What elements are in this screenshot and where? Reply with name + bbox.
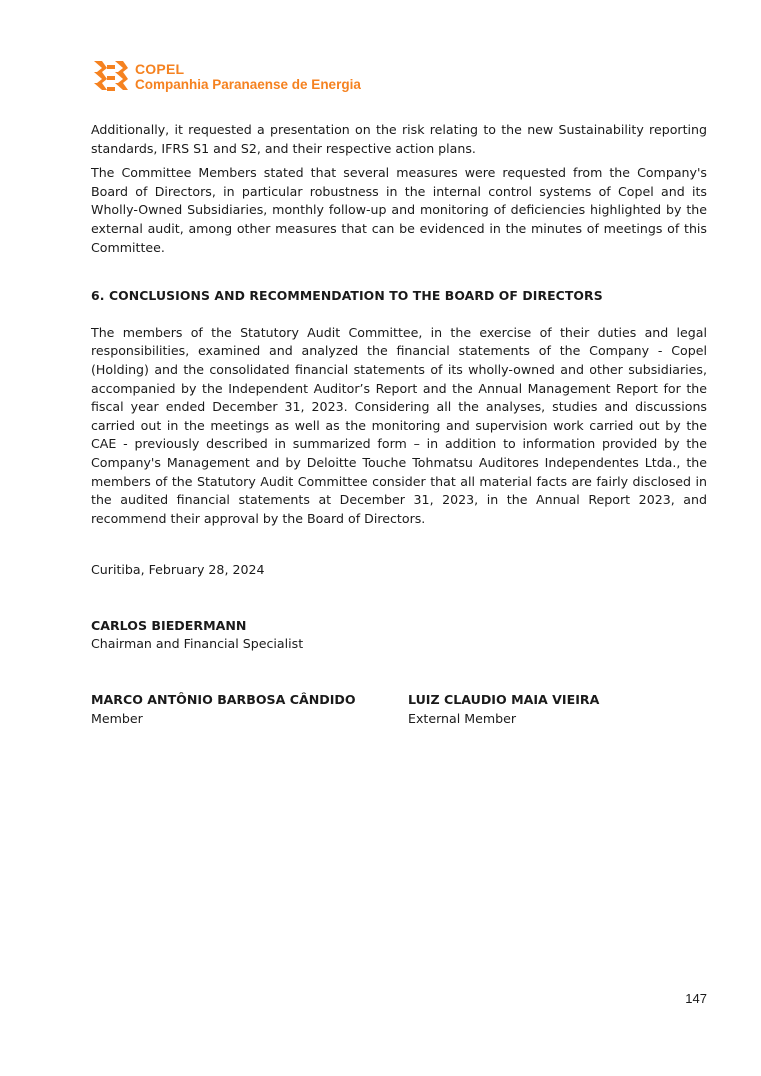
signatory-role: Member [91, 710, 143, 726]
signatory-role: External Member [408, 710, 517, 726]
place-and-date: Curitiba, February 28, 2024 [91, 562, 265, 578]
signatory-name: MARCO ANTÔNIO BARBOSA CÂNDIDO [91, 692, 356, 708]
paragraph-conclusions: The members of the Statutory Audit Committee, in the exercise of their duties and legal responsibilities, examined and analyzed the financial statements of the Company - Copel (Holding) and the consolidated financial statements of its wholly-owned and other subsidiaries, accompanied by the Independent Auditor’s Report and the Annual Management Report for the fiscal year ended December 31, 2023. Considering all the analyses, studies and discussions carried out in the meetings as well as the monitoring and supervision work carried out by the CAE - previously described in summarized form – in addition to information provided by the Company's Management and by Deloitte Touche Tohmatsu Auditores Independentes Ltda., the members of the Statutory Audit Committee consider that all material facts are fairly disclosed in the audited financial statements at December 31, 2023, in the Annual Report 2023, and recommend their approval by the Board of Directors. [91, 324, 707, 526]
brand-short-name: COPEL [135, 61, 185, 77]
brand-full-name: Companhia Paranaense de Energia [135, 77, 361, 92]
document-body [91, 121, 707, 728]
signatory-role: Chairman and Financial Specialist [91, 636, 304, 652]
page-number: 147 [685, 991, 707, 1006]
paragraph-committee-measures: The Committee Members stated that several measures were requested from the Company's Board of Directors, in particular robustness in the internal control systems of Copel and its Wholly-Owned Subsidiaries, monthly follow-up and monitoring of deficiencies highlighted by the external audit, among other measures that can be evidenced in the minutes of meetings of this Committee. [91, 165, 707, 255]
page-header [93, 58, 361, 96]
signature-row [91, 691, 707, 728]
section-heading: 6. CONCLUSIONS AND RECOMMENDATION TO THE BOARD OF DIRECTORS [91, 288, 603, 304]
signature-member-2 [408, 691, 707, 728]
signature-chair [91, 617, 707, 654]
brand-text [135, 62, 361, 92]
copel-logo-icon [93, 59, 129, 95]
signatory-name: CARLOS BIEDERMANN [91, 617, 247, 633]
paragraph-sustainability: Additionally, it requested a presentation on the risk relating to the new Sustainability reporting standards, IFRS S1 and S2, and their respective action plans. [91, 122, 707, 156]
signatory-name: LUIZ CLAUDIO MAIA VIEIRA [408, 692, 600, 708]
signature-member-1 [91, 691, 408, 728]
